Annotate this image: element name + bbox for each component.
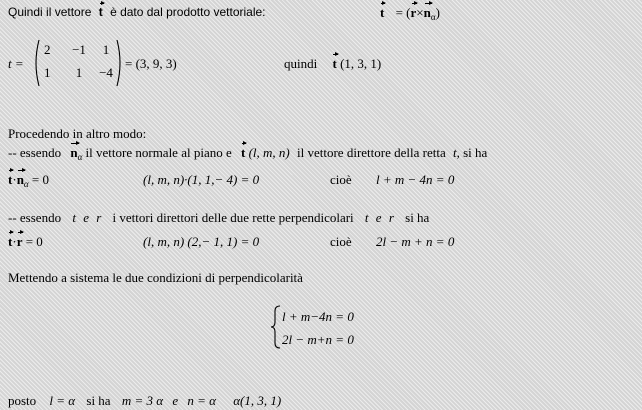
formula-vec-t: t [380, 5, 385, 20]
equation-1-cioe: cioè [330, 172, 352, 187]
result-vector: (1, 3, 1) [340, 56, 382, 71]
equation-1-middle: (l, m, n)·(1, 1,− 4) = 0 [143, 172, 260, 187]
equation-2-right: 2l − m + n = 0 [376, 234, 455, 249]
formula-close: ) [435, 5, 440, 20]
matrix-quindi: quindi t (1, 3, 1) [284, 56, 382, 71]
matrix-row-1: 2 −1 1 [44, 42, 110, 57]
cross-product-formula [380, 5, 440, 20]
system-equation-1: l + m−4n = 0 [282, 309, 354, 324]
intro-text: Quindi il vettore [8, 5, 92, 19]
mettendo-text: Mettendo a sistema le due condizioni di perpendicolarità [8, 270, 303, 285]
essendo-line-2: -- essendo t e r i vettori direttori delle due rette perpendicolari t e r si ha [8, 210, 430, 225]
direction-vector-t: t [241, 145, 246, 160]
vector-t-symbol: t [98, 5, 103, 19]
formula-vec-r: r [410, 5, 417, 20]
intro-line [8, 5, 266, 20]
final-line: posto l = α si ha m = 3 α e n = α α(1, 3, 1) [8, 393, 282, 408]
matrix-result: = (3, 9, 3) [125, 56, 177, 71]
equation-2-cioe: cioè [330, 234, 352, 249]
formula-vec-n: n [423, 5, 431, 20]
system-brace [270, 305, 282, 349]
system-equation-2: 2l − m+n = 0 [282, 332, 354, 347]
intro-text-2: è dato dal prodotto vettoriale: [110, 5, 266, 19]
equation-2-left: t·r = 0 [8, 234, 43, 249]
essendo-line-1: -- essendo $n_\alpha$ il vettore normale al piano e t (l, m, n) il vettore direttore della retta t, si ha [8, 145, 488, 162]
equation-2-middle: (l, m, n) (2,− 1, 1) = 0 [143, 234, 260, 249]
formula-alpha-sub: α [430, 12, 436, 22]
procedendo-text: Procedendo in altro modo: [8, 126, 147, 141]
normal-vector-n: n [70, 145, 78, 160]
matrix-row-2: 1 1 −4 [44, 65, 113, 80]
formula-times: × [416, 5, 424, 20]
equation-1-right: l + m − 4n = 0 [376, 172, 455, 187]
formula-eq: = ( [395, 5, 411, 20]
result-vec-t: t [332, 56, 337, 71]
equation-1-left: $t\cdot n_\alpha = 0$ [8, 172, 49, 189]
matrix-lhs: t = [8, 56, 24, 71]
